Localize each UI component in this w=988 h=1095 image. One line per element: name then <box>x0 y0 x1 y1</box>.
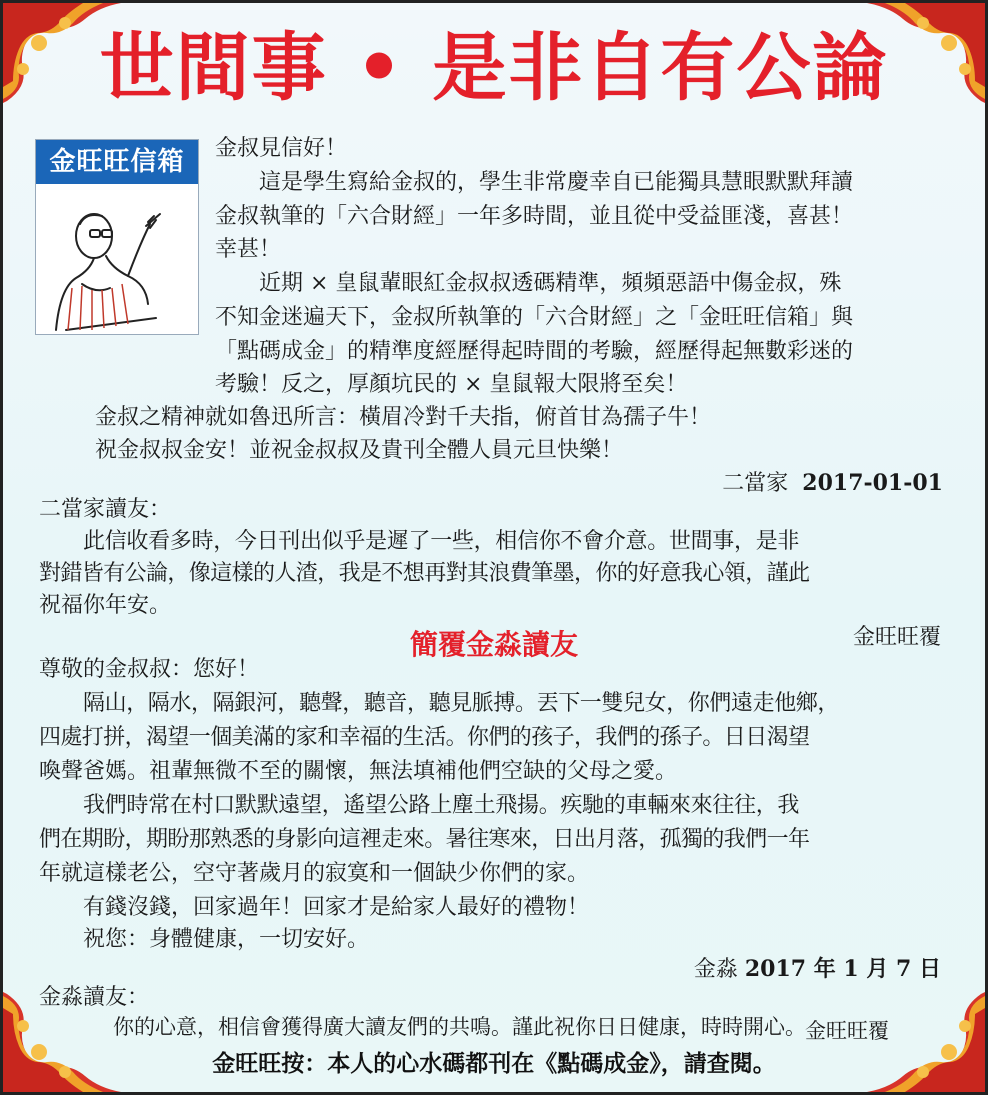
letter2-line: 喚聲爸媽。祖輩無微不至的關懷，無法填補他們空缺的父母之愛。 <box>39 759 678 784</box>
signature-name: 金淼 <box>693 957 738 982</box>
man-writing-icon <box>36 184 198 334</box>
reply1-signature: 金旺旺覆 <box>852 625 941 650</box>
letter2-line: 我們時常在村口默默遠望，遙望公路上塵土飛揚。疾馳的車輛來來往往，我 <box>83 793 800 818</box>
mailbox-logo <box>35 139 199 335</box>
signature-name: 二當家 <box>722 471 789 496</box>
letter1-line: 考驗！反之，厚顏坑民的 × 皇鼠報大限將至矣！ <box>215 372 688 397</box>
letter2-line: 有錢沒錢，回家過年！回家才是給家人最好的禮物！ <box>83 895 590 920</box>
letter1-line: 金叔執筆的「六合財經」一年多時間，並且從中受益匪淺，喜甚！ <box>215 204 854 229</box>
reply1-line: 此信收看多時，今日刊出似乎是遲了一些，相信你不會介意。世間事，是非 <box>83 529 800 554</box>
reply1-greeting: 二當家讀友： <box>39 497 172 522</box>
reply1-line: 對錯皆有公論，像這樣的人渣，我是不想再對其浪費筆墨，你的好意我心領，謹此 <box>39 561 810 586</box>
letter1-line: 近期 × 皇鼠輩眼紅金叔叔透碼精準，頻頻惡語中傷金叔，殊 <box>259 271 842 296</box>
signature-date: 2017-01-01 <box>802 470 943 496</box>
reply1-line: 祝福你年安。 <box>39 593 172 618</box>
signature-date: 2017 年 1 月 7 日 <box>744 956 941 982</box>
letter1-line: 「點碼成金」的精準度經歷得起時間的考驗，經歷得起無數彩迷的 <box>215 339 854 364</box>
letter2-greeting: 尊敬的金叔叔：您好！ <box>39 657 260 682</box>
letter1-line: 不知金迷遍天下，金叔所執筆的「六合財經」之「金旺旺信箱」與 <box>215 305 854 330</box>
letter1-signature <box>722 469 943 498</box>
letter2-signature <box>694 955 941 984</box>
reply2-line: 你的心意，相信會獲得廣大讀友們的共鳴。謹此祝你日日健康，時時開心。 <box>113 1015 806 1039</box>
letter2-line: 隔山，隔水，隔銀河，聽聲，聽音，聽見脈搏。丟下一雙兒女，你們遠走他鄉， <box>83 691 840 716</box>
letter1-line: 這是學生寫給金叔的，學生非常慶幸自已能獨具慧眼默默拜讀 <box>259 170 854 195</box>
letter2-line: 們在期盼，期盼那熟悉的身影向這裡走來。暑往寒來，日出月落，孤獨的我們一年 <box>39 827 810 852</box>
letter1-line: 祝金叔叔金安！並祝金叔叔及貴刊全體人員元旦快樂！ <box>95 438 624 463</box>
letter2-line: 年就這樣老公，空守著歲月的寂寞和一個缺少你們的家。 <box>39 861 590 886</box>
reply2-greeting: 金淼讀友： <box>39 985 150 1010</box>
footer-note: 金旺旺按：本人的心水碼都刊在《點碼成金》，請查閱。 <box>212 1051 776 1077</box>
section-subheading: 簡覆金淼讀友 <box>409 628 578 661</box>
letter1-line: 金叔之精神就如魯迅所言：橫眉冷對千夫指，俯首甘為孺子牛！ <box>95 405 712 430</box>
reply2-signature: 金旺旺覆 <box>805 1019 889 1043</box>
letter1-line: 幸甚！ <box>215 237 282 262</box>
letter2-line: 祝您：身體健康，一切安好。 <box>83 927 370 952</box>
letter2-line: 四處打拼，渴望一個美滿的家和幸福的生活。你們的孩子，我們的孫子。日日渴望 <box>39 725 810 750</box>
letter1-greeting: 金叔見信好！ <box>215 136 348 161</box>
logo-title: 金旺旺信箱 <box>36 140 198 184</box>
page-headline: 世間事 • 是非自有公論 <box>99 25 889 111</box>
